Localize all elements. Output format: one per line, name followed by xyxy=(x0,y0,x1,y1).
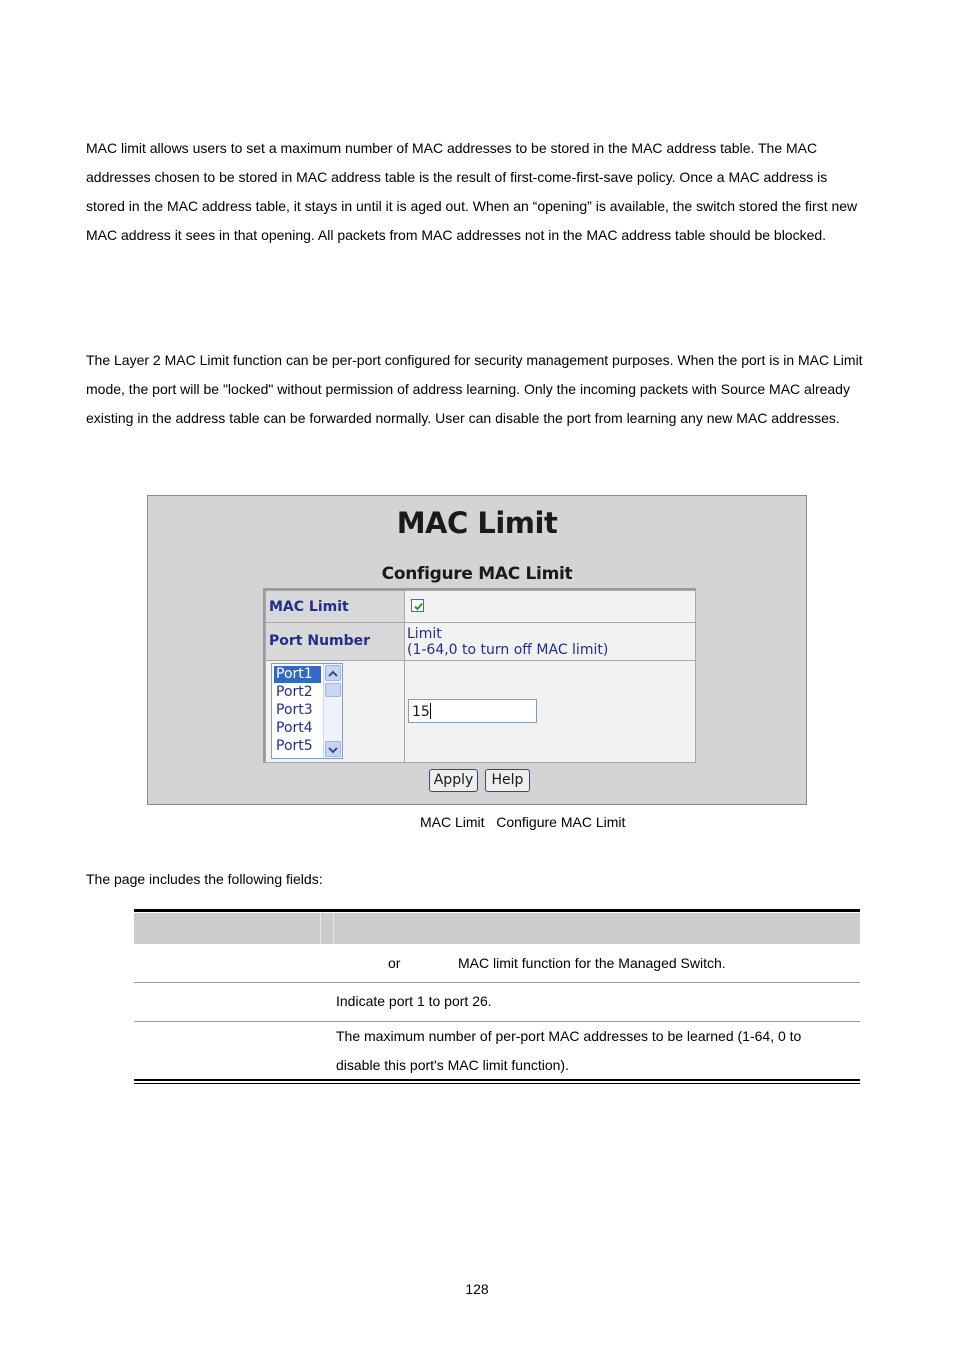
section-title: Configure MAC Limit xyxy=(381,564,573,584)
help-button[interactable]: Help xyxy=(485,769,530,792)
port-listbox[interactable] xyxy=(271,663,343,759)
mac-limit-screenshot xyxy=(147,495,807,805)
chevron-up-icon xyxy=(326,667,340,681)
scroll-down-button[interactable] xyxy=(325,741,341,757)
limit-header-cell xyxy=(404,622,696,661)
port-option-3[interactable]: Port3 xyxy=(276,702,313,718)
port-option-5[interactable]: Port5 xyxy=(276,738,313,754)
chevron-down-icon xyxy=(326,743,340,757)
mac-limit-label: MAC Limit xyxy=(265,590,405,623)
limit-input[interactable]: 15 xyxy=(408,699,537,723)
port-number-label: Port Number xyxy=(265,622,405,661)
apply-button[interactable]: Apply xyxy=(429,769,478,792)
table-top-rule xyxy=(134,909,860,912)
listbox-scrollbar[interactable] xyxy=(323,664,342,758)
port-option-1[interactable]: Port1 xyxy=(274,666,321,683)
row3-description-line1: The maximum number of per-port MAC addresses to be learned (1-64, 0 to xyxy=(336,1028,802,1044)
intro-paragraph-2: The Layer 2 MAC Limit function can be per-port configured for security management purposes. When the port is in MAC Limit mode, the port will be "locked" without permission of address learning. Only the incoming packets with Source MAC already existing in the address table can be forwarded normally. User can disable the port from learning any new MAC addresses. xyxy=(86,352,863,426)
table-bottom-rule xyxy=(134,1079,860,1081)
row3-description-line2: disable this port's MAC limit function). xyxy=(336,1057,569,1073)
table-header xyxy=(134,913,860,944)
row2-description: Indicate port 1 to port 26. xyxy=(336,993,492,1009)
row1-description: MAC limit function for the Managed Switch. xyxy=(458,955,726,971)
port-option-2[interactable]: Port2 xyxy=(276,684,313,700)
mac-limit-cell xyxy=(404,590,696,623)
scroll-thumb[interactable] xyxy=(325,683,341,697)
limit-label: Limit xyxy=(407,626,442,642)
port-select-cell xyxy=(265,660,405,763)
page-number: 128 xyxy=(465,1281,489,1297)
figure-caption: MAC Limit Configure MAC Limit xyxy=(420,814,626,830)
limit-range-hint: (1-64,0 to turn off MAC limit) xyxy=(407,642,609,658)
mac-limit-checkbox[interactable] xyxy=(411,599,424,612)
fields-intro: The page includes the following fields: xyxy=(86,871,323,887)
row-divider xyxy=(134,982,860,983)
table-header-divider xyxy=(320,913,334,944)
configure-form xyxy=(263,588,696,763)
intro-paragraph-1: MAC limit allows users to set a maximum number of MAC addresses to be stored in the MAC address table. The MAC addresses chosen to be stored in MAC address table is the result of first-come-first-save policy. Once a MAC address is stored in the MAC address table, it stays in until it is aged out. When an “opening” is available, the switch stored the first new MAC address it sees in that opening. All packets from MAC addresses not in the MAC address table should be blocked. xyxy=(86,140,858,243)
scroll-up-button[interactable] xyxy=(325,665,341,681)
page-title: MAC Limit xyxy=(396,506,558,540)
field-table xyxy=(134,909,860,1084)
row1-or: or xyxy=(388,955,401,971)
check-icon xyxy=(413,601,424,612)
limit-input-cell xyxy=(404,660,696,763)
table-bottom-rule-2 xyxy=(134,1083,860,1084)
port-option-4[interactable]: Port4 xyxy=(276,720,313,736)
